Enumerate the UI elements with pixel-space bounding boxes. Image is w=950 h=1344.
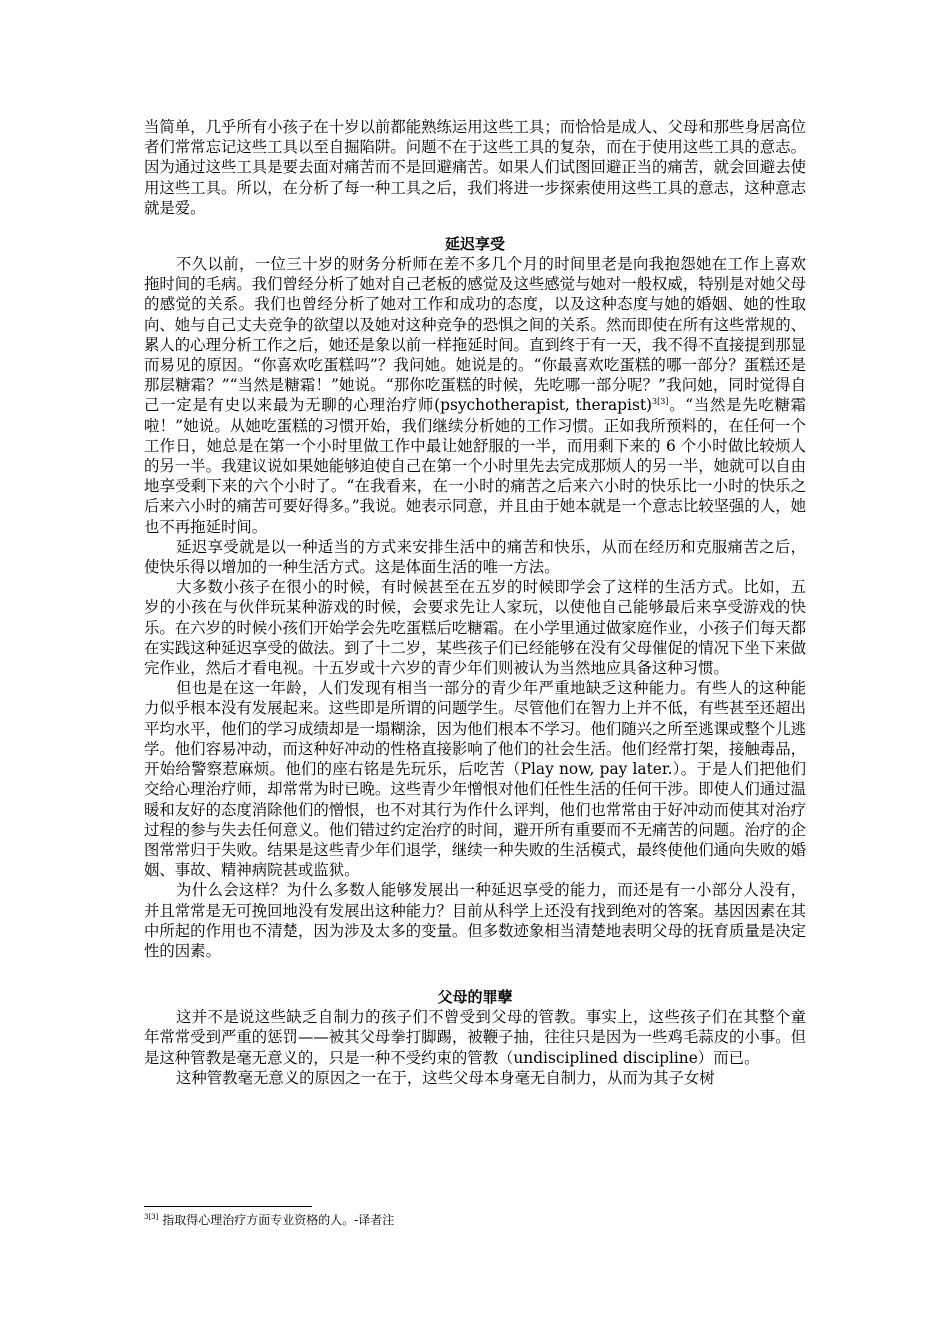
section1-p1-text-a: 不久以前，一位三十岁的财务分析师在差不多几个月的时间里老是向我抱怨她在工作上喜欢拖时间的毛病。我们曾经分析了她对自己老板的感觉及这些感觉与她对一般权威，特别是对她父母的感觉的关系。我们也曾经分析了她对工作和成功的态度，以及这种态度与她的婚姻、她的性取向、她与自己丈夫竞争的欲望以及她对这种竞争的恐惧之间的关系。然而即使在所有这些常规的、累人的心理分析工作之后，她还是象以前一样拖延时间。直到终于有一天，我不得不直接提到那显而易见的原因。“你喜欢吃蛋糕吗”？我问她。她说是的。“你最喜欢吃蛋糕的哪一部分？蛋糕还是那层糖霜？”“当然是糖霜！”她说。“那你吃蛋糕的时候，先吃哪一部分呢？”我问她，同时觉得自己一定是有史以来最为无聊的心理治疗师(psychotherapist, therapist) xyxy=(144,255,806,415)
section-heading-sins-of-parents: 父母的罪孽 xyxy=(437,988,513,1007)
section1-paragraph-5: 为什么会这样？为什么多数人能够发展出一种延迟享受的能力，而还是有一小部分人没有，并且常常是无可挽回地没有发展出这种能力？目前从科学上还没有找到绝对的答案。基因因素在其中所起的作用也不清楚，因为涉及太多的变量。但多数迹象相当清楚地表明父母的抚育质量是决定性的因素。 xyxy=(144,881,806,960)
section-heading-delayed-gratification: 延迟享受 xyxy=(444,235,505,254)
section1-paragraph-2: 延迟享受就是以一种适当的方式来安排生活中的痛苦和快乐，从而在经历和克服痛苦之后，使快乐得以增加的一种生活方式。这是体面生活的唯一方法。 xyxy=(144,537,806,577)
section1-paragraph-1 xyxy=(144,254,806,537)
section2-paragraph-2: 这种管教毫无意义的原因之一在于，这些父母本身毫无自制力，从而为其子女树 xyxy=(176,1068,715,1087)
section1-paragraph-3: 大多数小孩子在很小的时候，有时候甚至在五岁的时候即学会了这样的生活方式。比如，五岁的小孩在与伙伴玩某种游戏的时候，会要求先让人家玩，以使他自己能够最后来享受游戏的快乐。在六岁的时候小孩们开始学会先吃蛋糕后吃糖霜。在小学里通过做家庭作业，小孩子们每天都在实践这种延迟享受的做法。到了十二岁，某些孩子们已经能够在没有父母催促的情况下坐下来做完作业，然后才看电视。十五岁或十六岁的青少年们则被认为当然地应具备这种习惯。 xyxy=(144,578,806,678)
footnote xyxy=(144,1212,806,1228)
section1-p1-text-b: 。“当然是先吃糖霜啦！”她说。从她吃蛋糕的习惯开始，我们继续分析她的工作习惯。正如我所预料的，在任何一个工作日，她总是在第一个小时里做工作中最让她舒服的一半，而用剩下来的 6 个小时做比较烦人的另一半。我建议说如果她能够迫使自己在第一个小时里先去完成那烦人的另一半，她就可以自由地享受剩下来的六个小时了。“在我看来，在一小时的痛苦之后来六小时的快乐比一小时的快乐之后来六小时的痛苦可要好得多。”我说。她表示同意，并且由于她本就是一个意志比较坚强的人，她也不再拖延时间。 xyxy=(144,396,806,536)
footnote-separator xyxy=(144,1206,312,1207)
body-text xyxy=(144,117,806,1088)
intro-paragraph: 当简单，几乎所有小孩子在十岁以前都能熟练运用这些工具；而恰恰是成人、父母和那些身居高位者们常常忘记这些工具以至自掘陷阱。问题不在于这些工具的复杂，而在于使用这些工具的意志。因为通过这些工具是要去面对痛苦而不是回避痛苦。如果人们试图回避正当的痛苦，就会回避去使用这些工具。所以，在分析了每一种工具之后，我们将进一步探索使用这些工具的意志，这种意志就是爱。 xyxy=(144,118,806,217)
footnote-mark: 3[3] xyxy=(144,1213,159,1221)
section1-paragraph-4: 但也是在这一年龄，人们发现有相当一部分的青少年严重地缺乏这种能力。有些人的这种能力似乎根本没有发展起来。这些即是所谓的问题学生。尽管他们在智力上并不低，有些甚至还超出平均水平，他们的学习成绩却是一塌糊涂，因为他们根本不学习。他们随兴之所至逃课或整个儿逃学。他们容易冲动，而这种好冲动的性格直接影响了他们的社会生活。他们经常打架，接触毒品，开始给警察惹麻烦。他们的座右铭是先玩乐，后吃苦（Play now, pay later.）。于是人们把他们交给心理治疗师，却常常为时已晚。这些青少年憎恨对他们任性生活的任何干涉。即使人们通过温暖和友好的态度消除他们的憎恨，也不对其行为作什么评判，他们也常常由于好冲动而使其对治疗过程的参与失去任何意义。他们错过约定治疗的时间，避开所有重要而不无痛苦的问题。治疗的企图常常归于失败。结果是这些青少年们退学，继续一种失败的生活模式，最终使他们通向失败的婚姻、事故、精神病院甚或监狱。 xyxy=(144,679,806,880)
footnote-reference[interactable]: 3[3] xyxy=(652,397,669,407)
section2-paragraph-1: 这并不是说这些缺乏自制力的孩子们不曾受到父母的管教。事实上，这些孩子们在其整个童年常常受到严重的惩罚——被其父母拳打脚踢，被鞭子抽，往往只是因为一些鸡毛蒜皮的小事。但是这种管教是毫无意义的，只是一种不受约束的管教（undisciplined discipline）而已。 xyxy=(144,1008,806,1067)
footnote-text: 指取得心理治疗方面专业资格的人。-译者注 xyxy=(158,1213,395,1227)
